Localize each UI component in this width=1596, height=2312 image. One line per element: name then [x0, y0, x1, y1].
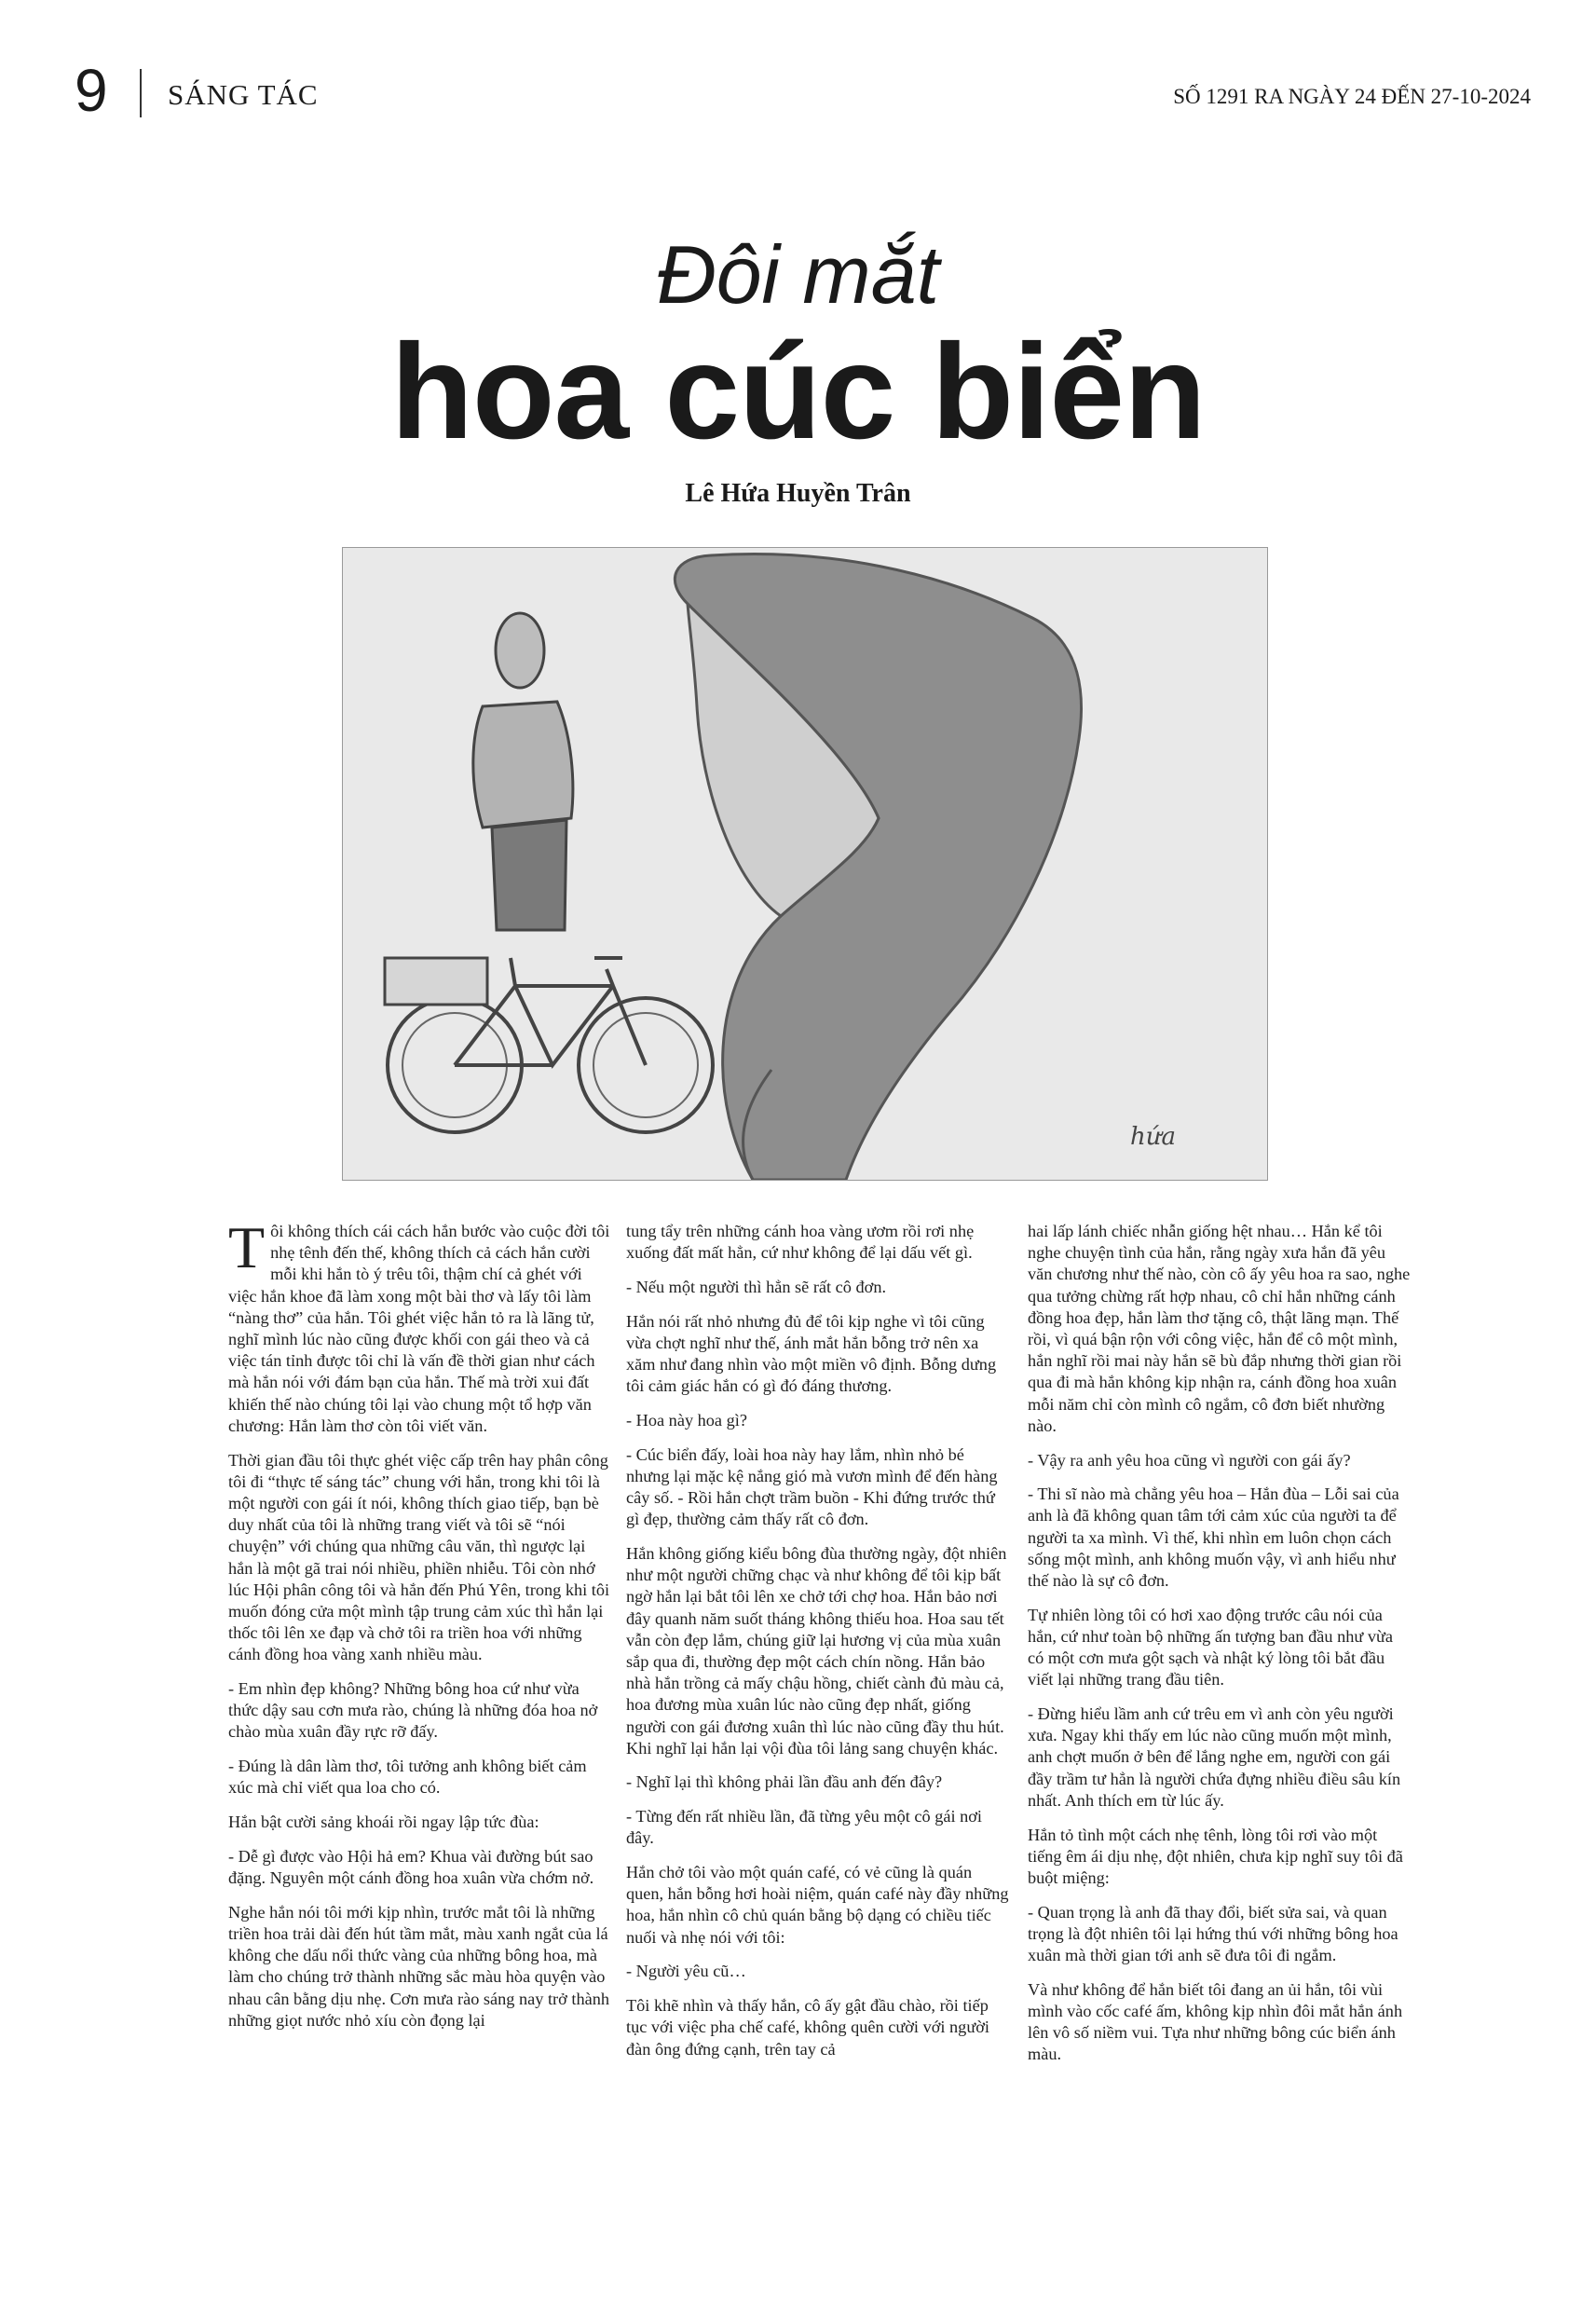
paragraph: Thời gian đầu tôi thực ghét việc cấp trên hay phân công tôi đi “thực tế sáng tác” chung với hắn, trong khi tôi là một người con gái ít nói, không thích giao tiếp, bạn bè duy nhất của tôi là những trang viết và tôi sẽ “nói chuyện” với chúng qua những câu văn, thì ngược lại hắn là một gã trai nói nhiều, phiền nhiễu. Tôi còn nhớ lúc Hội phân công tôi và hắn đến Phú Yên, trong khi tôi muốn đóng cửa một mình tập trung cảm xúc thì hắn lại thốc tôi lên xe đạp và chở tôi ra triền hoa với những cánh đồng hoa vàng xanh nhiều màu.: [228, 1450, 610, 1664]
paragraph: Tôi không thích cái cách hắn bước vào cuộc đời tôi nhẹ tênh đến thế, không thích cả cách hắn cười mỗi khi hắn tò ý trêu tôi, thậm chí cả ghét với việc hắn khoe đã làm xong một bài thơ và lấy tôi làm “nàng thơ” của hắn. Tôi ghét việc hắn tỏ ra là lãng tử, nghĩ mình lúc nào cũng được khối con gái theo và cả việc tán tỉnh được tôi chỉ là vấn đề thời gian như cách mà hắn nói với đám bạn của hắn. Thế mà trời xui đất khiến thế nào chúng tôi lại vào chung một tổ hợp văn chương: Hắn làm thơ còn tôi viết văn.: [228, 1214, 610, 1435]
paragraph: - Em nhìn đẹp không? Những bông hoa cứ như vừa thức dậy sau cơn mưa rào, chúng là những đóa hoa nở chào mùa xuân đầy rực rỡ đấy.: [228, 1679, 598, 1742]
paragraph: Hắn chở tôi vào một quán café, có vẻ cũng là quán quen, hắn bỗng hơi hoài niệm, quán café này đầy những hoa, hắn nhìn cô chủ quán bằng bộ dạng có chiều tiếc nuối và nhẹ nói với tôi:: [626, 1863, 1009, 1947]
paragraph: - Quan trọng là anh đã thay đổi, biết sửa sai, và quan trọng là đột nhiên tôi lại hứng thú với những bông hoa xuân mà thời gian tới anh sẽ đưa tôi đi ngắm.: [1028, 1902, 1398, 1965]
paragraph: - Nếu một người thì hẳn sẽ rất cô đơn.: [626, 1277, 887, 1296]
paragraph: tung tẩy trên những cánh hoa vàng ươm rồi rơi nhẹ xuống đất mất hẳn, cứ như không để lại dấu vết gì.: [626, 1222, 975, 1263]
author-byline: Lê Hứa Huyền Trân: [685, 479, 911, 508]
paragraph: - Đúng là dân làm thơ, tôi tưởng anh không biết cảm xúc mà chỉ viết qua loa cho có.: [228, 1757, 587, 1798]
paragraph: - Từng đến rất nhiều lần, đã từng yêu một cô gái nơi đây.: [626, 1807, 982, 1848]
paragraph: Hắn nói rất nhỏ nhưng đủ để tôi kịp nghe vì tôi cũng vừa chợt nghĩ như thế, ánh mắt hắn bỗng trở nên xa xăm như đang nhìn vào một miền vô định. Bỗng dưng tôi cảm giác hắn có gì đó đáng thương.: [626, 1311, 997, 1396]
paragraph: Tôi khẽ nhìn và thấy hắn, cô ấy gật đầu chào, rồi tiếp tục với việc pha chế café, không quên cười với người đàn ông đứng cạnh, trên tay cả: [626, 1996, 989, 2059]
paragraph: - Dễ gì được vào Hội hả em? Khua vài đường bút sao đặng. Nguyên một cánh đồng hoa xuân vừa chớm nở.: [228, 1846, 594, 1887]
paragraph: - Người yêu cũ…: [626, 1962, 746, 1981]
paragraph: Hắn bật cười sảng khoái rồi ngay lập tức đùa:: [228, 1813, 539, 1832]
paragraph: hai lấp lánh chiếc nhẫn giống hệt nhau… Hắn kể tôi nghe chuyện tình của hắn, rằng ngày xưa hắn đã yêu văn chương như thế nào, còn cô ấy yêu hoa ra sao, nghe qua tưởng chừng rất hợp nhau, cô chỉ hắn những cánh đồng hoa đẹp, hắn làm thơ tặng cô, thật lãng mạn. Thế rồi, vì quá bận rộn với công việc, hắn để cô một mình, hắn nghĩ rồi mai này hắn sẽ bù đắp nhưng thời gian rồi qua đi mà hắn không kịp nhận ra, cánh đồng hoa xuân mỗi năm chỉ còn mình cô ngắm, cô đơn biết nhường nào.: [1028, 1222, 1411, 1435]
illustration: [342, 547, 1268, 1181]
paragraph: Hắn không giống kiểu bông đùa thường ngày, đột nhiên như một người chững chạc và như không để tôi kịp bất ngờ hắn lại bắt tôi lên xe chở tới chợ hoa. Hắn bảo nơi đây quanh năm suốt tháng không thiếu hoa. Hoa sau tết vẫn còn đẹp lắm, chúng giữ lại hương vị của mùa xuân sắp qua đi, thường đẹp một cách chín nồng. Hắn bảo nhà hắn trồng cả mấy chậu hồng, chiết cành đủ màu cả, hoa đương mùa xuân lúc nào cũng đẹp nhất, giống người con gái đương xuân thì lúc nào cũng đầy thu hút. Khi nghĩ lại hắn lại vội đùa tôi lảng sang chuyện khác.: [626, 1543, 1007, 1758]
article-column-3: [1028, 1221, 1412, 2078]
paragraph: - Cúc biển đấy, loài hoa này hay lắm, nhìn nhỏ bé nhưng lại mặc kệ nắng gió mà vươn mình để đến hàng cây số. - Rồi hắn chợt trầm buồn - Khi đứng trước thứ gì đẹp, thường cảm thấy rất cô đơn.: [626, 1444, 998, 1529]
page-header: [75, 58, 1531, 123]
paragraph: - Hoa này hoa gì?: [626, 1410, 747, 1430]
header-divider: [140, 69, 142, 117]
paragraph: - Đừng hiểu lầm anh cứ trêu em vì anh còn yêu người xưa. Ngay khi thấy em lúc nào cũng muốn một mình, anh chợt muốn ở bên để lắng nghe em, người con gái đầy trầm tư hẳn là người chứa đựng nhiều điều sâu kín nhất. Anh thích em từ lúc ấy.: [1028, 1704, 1401, 1810]
drop-cap: T: [228, 1214, 266, 1280]
paragraph: Nghe hắn nói tôi mới kịp nhìn, trước mắt tôi là những triền hoa trải dài đến hút tầm mắt, màu xanh ngắt của lá không che dấu nổi thức vàng của những bông hoa, mà làm cho chúng trở thành những sắc màu hòa quyện vào nhau cân bằng dịu nhẹ. Cơn mưa rào sáng nay trở thành những giọt nước nhỏ xíu còn đọng lại: [228, 1902, 609, 2030]
paragraph: - Vậy ra anh yêu hoa cũng vì người con gái ấy?: [1028, 1450, 1351, 1470]
article-column-1: [228, 1214, 612, 2044]
article-column-2: [626, 1221, 1010, 2073]
paragraph: Và như không để hắn biết tôi đang an ủi hắn, tôi vùi mình vào cốc café ấm, không kịp nhìn đôi mắt hắn ánh lên vô số niềm vui. Tựa như những bông cúc biển ánh màu.: [1028, 1979, 1403, 2064]
paragraph: - Nghĩ lại thì không phải lần đầu anh đến đây?: [626, 1772, 943, 1792]
illustration-signature: hứa: [1130, 1123, 1176, 1151]
page-number: 9: [75, 57, 108, 124]
issue-info: SỐ 1291 RA NGÀY 24 ĐẾN 27-10-2024: [1173, 85, 1531, 108]
section-label: SÁNG TÁC: [168, 78, 319, 111]
illustration-drawing: [343, 548, 1267, 1180]
paragraph: Hắn tỏ tình một cách nhẹ tênh, lòng tôi rơi vào một tiếng êm ái dịu nhẹ, đột nhiên, chưa kịp nghĩ suy tôi đã buột miệng:: [1028, 1825, 1403, 1887]
title-line-2: hoa cúc biển: [390, 316, 1206, 467]
title-line-1: Đôi mắt: [656, 228, 940, 321]
paragraph: Tự nhiên lòng tôi có hơi xao động trước câu nói của hắn, cứ như toàn bộ những ấn tượng ban đầu như vừa có một cơn mưa gột sạch và nhật ký lòng tôi bắt đầu viết lại những trang đầu tiên.: [1028, 1605, 1394, 1690]
paragraph: - Thi sĩ nào mà chẳng yêu hoa – Hắn đùa – Lỗi sai của anh là đã không quan tâm tới cảm xúc của người ta để người ta xa mình. Vì thế, khi nhìn em luôn chọn cách sống một mình, anh không muốn vậy, vì anh hiểu như thế nào là sự cô đơn.: [1028, 1484, 1399, 1591]
